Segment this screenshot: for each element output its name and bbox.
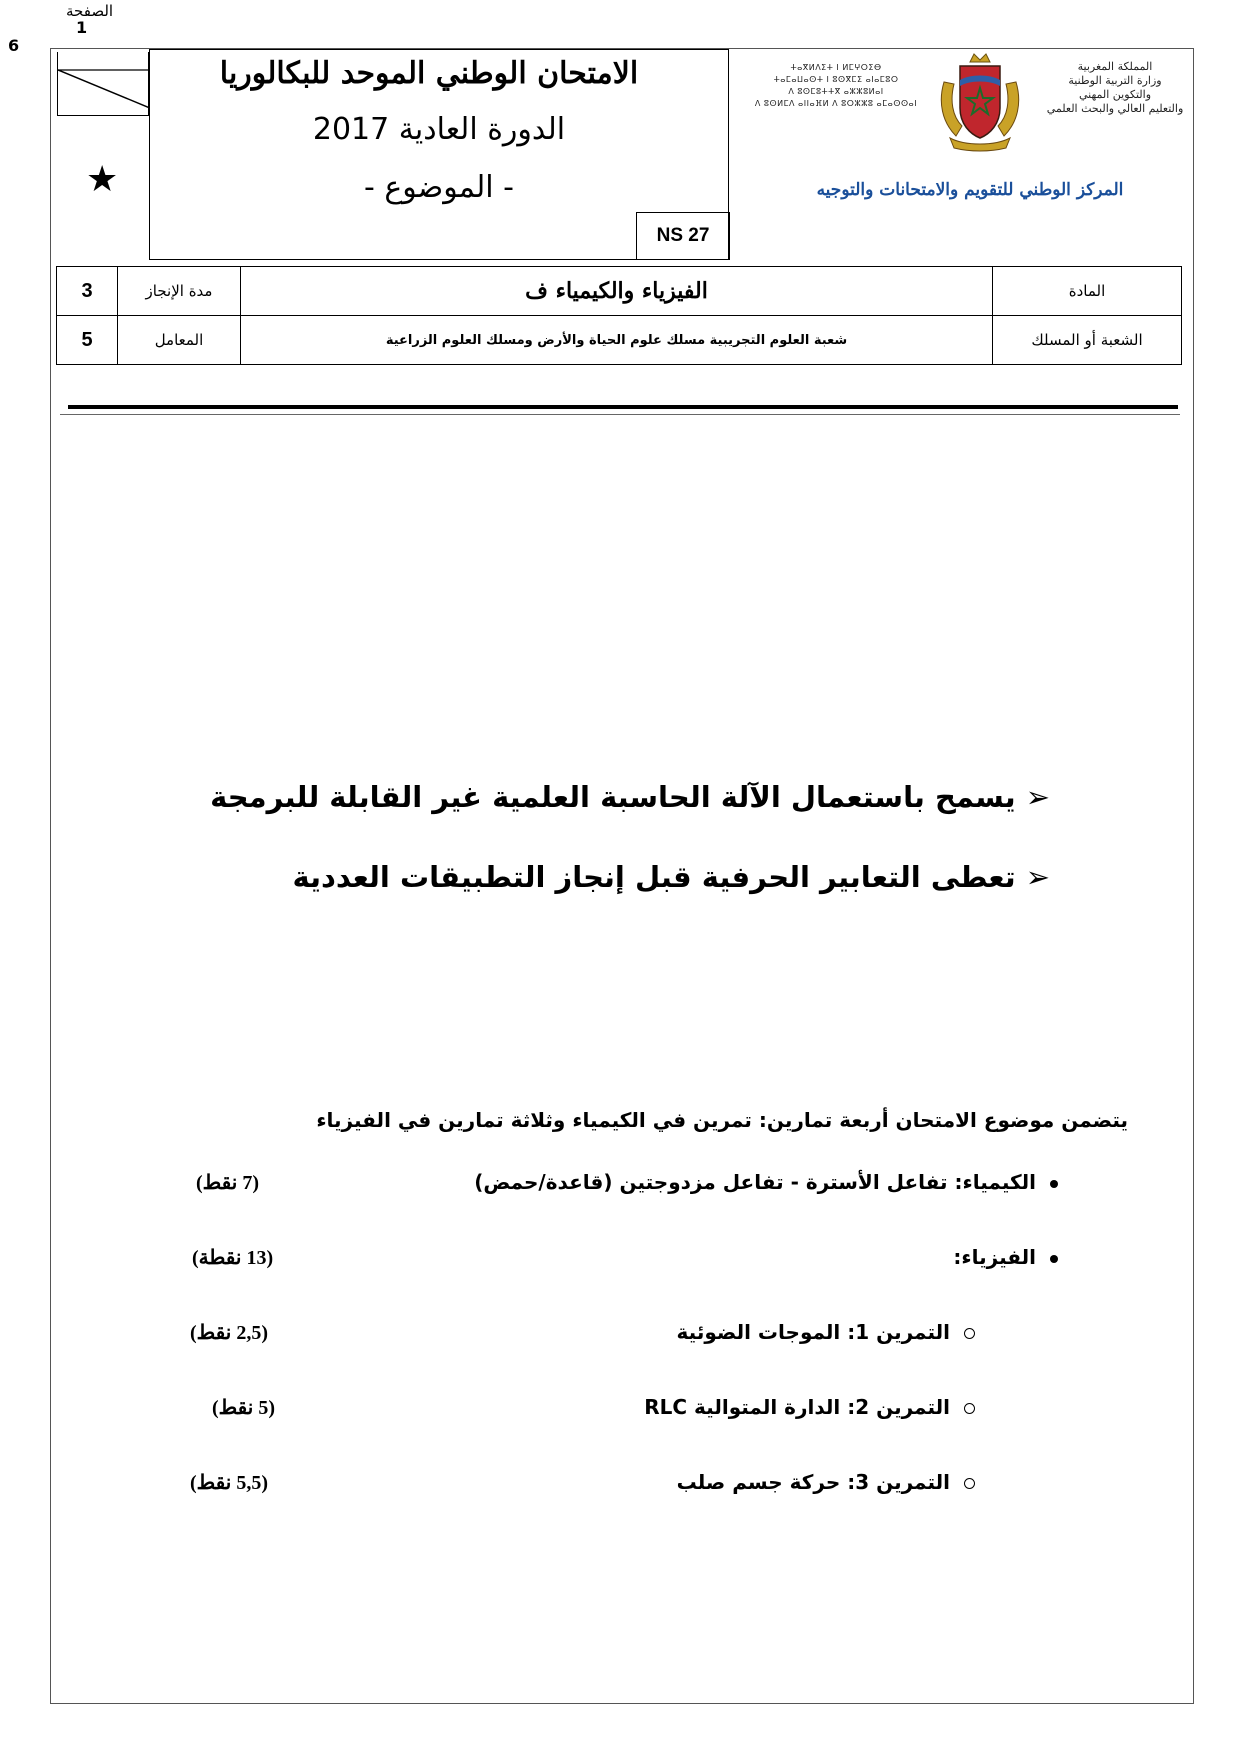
exam-intro: يتضمن موضوع الامتحان أربعة تمارين: تمرين في الكيمياء وثلاثة تمارين في الفيزياء <box>316 1108 1128 1132</box>
subject-label: - الموضوع - <box>364 170 514 205</box>
subject-value: الفيزياء والكيمياء ف <box>241 267 993 316</box>
page-divider-line <box>58 52 150 116</box>
exercise-item <box>677 1320 975 1344</box>
exercise-item <box>677 1470 975 1494</box>
header-divider-thin <box>60 414 1180 415</box>
header-divider <box>68 405 1178 409</box>
ministry-line: والتكوين المهني <box>1078 88 1152 101</box>
exercise-label: التمرين 2: الدارة المتوالية RLC <box>644 1395 950 1419</box>
circle-bullet-icon <box>964 1478 975 1489</box>
coat-of-arms-icon <box>930 52 1030 152</box>
duration-value: 3 <box>57 267 118 316</box>
note-calculator <box>210 780 1050 814</box>
page-number-box <box>57 52 149 116</box>
note-expressions <box>293 860 1050 894</box>
exam-info-table <box>56 266 1182 365</box>
physics-points: (13 نقطة) <box>192 1247 274 1269</box>
chemistry-label: الكيمياء: تفاعل الأسترة - تفاعل مزدوجتين (قاعدة/حمض) <box>474 1170 1036 1194</box>
table-row <box>57 316 1182 365</box>
arrow-icon: ➢ <box>1025 860 1050 894</box>
table-row <box>57 267 1182 316</box>
bullet-icon <box>1050 1255 1058 1263</box>
tifinagh-line: ⴷ ⵓⵙⵍⵎⴷ ⴰⵏⵏⴰⴼⵍ ⴷ ⵓⵔⵣⵣⵓ ⴰⵎⴰⵙⵙⴰⵏ <box>754 99 918 108</box>
coefficient-value: 5 <box>57 316 118 365</box>
tifinagh-line: ⴷ ⵓⵙⵎⵓⵜⵜⴳ ⴰⵣⵣⵓⵍⴰⵏ <box>788 87 884 96</box>
star-icon: ★ <box>86 159 119 200</box>
physics-label: الفيزياء: <box>953 1245 1036 1269</box>
exercise-points: (5,5 نقط) <box>190 1472 268 1494</box>
page-number: 1 <box>76 18 88 37</box>
ministry-line: والتعليم العالي والبحث العلمي <box>1046 102 1184 115</box>
ministry-name-arabic <box>1040 60 1190 116</box>
note-text: تعطى التعابير الحرفية قبل إنجاز التطبيقات العددية <box>292 860 1016 894</box>
track-value: شعبة العلوم التجريبية مسلك علوم الحياة والأرض ومسلك العلوم الزراعية <box>241 316 993 365</box>
arrow-icon: ➢ <box>1025 780 1050 814</box>
physics-item <box>953 1245 1058 1269</box>
exercise-points: (5 نقط) <box>212 1397 275 1419</box>
ministry-line: المملكة المغربية <box>1077 60 1153 73</box>
evaluation-center-name: المركز الوطني للتقويم والامتحانات والتوجيه <box>816 180 1124 200</box>
tifinagh-line: ⵜⴰⵎⴰⵡⴰⵙⵜ ⵏ ⵓⵙⴳⵎⵉ ⴰⵏⴰⵎⵓⵔ <box>773 75 899 84</box>
subject-label-cell: المادة <box>993 267 1182 316</box>
bullet-icon <box>1050 1180 1058 1188</box>
exercise-points: (2,5 نقط) <box>190 1322 268 1344</box>
ministry-line: وزارة التربية الوطنية <box>1068 74 1162 87</box>
circle-bullet-icon <box>964 1328 975 1339</box>
exam-title: الامتحان الوطني الموحد للبكالوريا <box>219 56 639 91</box>
tifinagh-line: ⵜⴰⴳⵍⴷⵉⵜ ⵏ ⵍⵎⵖⵔⵉⴱ <box>790 63 882 72</box>
exercise-label: التمرين 3: حركة جسم صلب <box>676 1470 950 1494</box>
exercise-item <box>644 1395 975 1419</box>
exam-code: NS 27 <box>636 212 730 260</box>
circle-bullet-icon <box>964 1403 975 1414</box>
page-label: الصفحة <box>66 2 114 20</box>
page-total: 6 <box>8 36 20 55</box>
ministry-name-tifinagh <box>742 62 930 110</box>
duration-label: مدة الإنجاز <box>118 267 241 316</box>
track-label-cell: الشعبة أو المسلك <box>993 316 1182 365</box>
coefficient-label: المعامل <box>118 316 241 365</box>
chemistry-points: (7 نقط) <box>196 1172 259 1194</box>
exercise-label: التمرين 1: الموجات الضوئية <box>676 1320 950 1344</box>
session-title: الدورة العادية 2017 <box>312 112 566 147</box>
note-text: يسمح باستعمال الآلة الحاسبة العلمية غير القابلة للبرمجة <box>210 780 1016 814</box>
chemistry-item <box>474 1170 1058 1194</box>
